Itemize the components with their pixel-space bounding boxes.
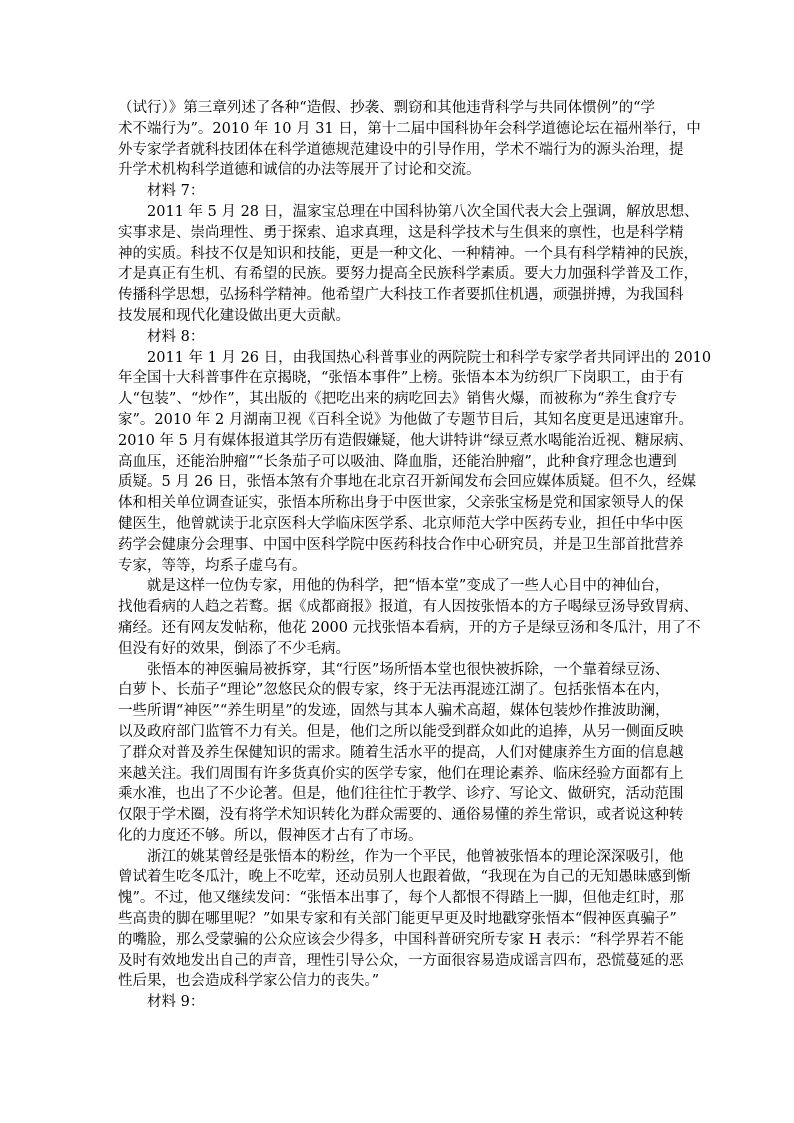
text-line: 及时有效地发出自己的声音，理性引导公众，一方面很容易造成谣言四布，恐慌蔓延的恶	[118, 952, 684, 969]
text-line: 就是这样一位伪专家，用他的伪科学，把“悟本堂”变成了一些人心目中的神仙台，	[147, 578, 670, 595]
text-line: 药学会健康分会理事、中国中医科学院中医药科技合作中心研究员，并是卫生部首批营养	[118, 536, 684, 553]
text-line: 传播科学思想，弘扬科学精神。他希望广大科技工作者要抓住机遇，顽强拼搏，为我国科	[118, 287, 684, 304]
text-line: 的嘴脸，那么受蒙骗的公众应该会少得多，中国科普研究所专家 H 表示：“科学界若不能	[118, 931, 684, 948]
text-line: 技发展和现代化建设做出更大贡献。	[118, 307, 350, 324]
text-line: 来越关注。我们周围有许多货真价实的医学专家，他们在理论素养、临床经验方面都有上	[118, 765, 684, 782]
text-line: 愧”。不过，他又继续发问：“张悟本出事了，每个人都恨不得踏上一脚，但他走红时，那	[118, 890, 684, 907]
text-line: 材料 8：	[147, 328, 205, 345]
text-line: 2011 年 1 月 26 日，由我国热心科普事业的两院院士和科学专家学者共同评出的 2010	[147, 349, 712, 366]
text-line: 材料 7：	[147, 183, 205, 200]
text-line: 找他看病的人趋之若鹜。据《成都商报》报道，有人因按张悟本的方子喝绿豆汤导致胃病、	[118, 599, 698, 616]
text-line: 外专家学者就科技团体在科学道德规范建设中的引导作用，学术不端行为的源头治理，提	[118, 141, 684, 158]
text-line: 家”。2010 年 2 月湖南卫视《百科全说》为他做了专题节目后，其知名度更是迅速窜升。	[118, 411, 693, 428]
text-line: 神的实质。科技不仅是知识和技能，更是一种文化、一种精神。一个具有科学精神的民族，	[118, 245, 698, 262]
text-line: 质疑。5 月 26 日，张悟本煞有介事地在北京召开新闻发布会回应媒体质疑。但不久，经媒	[118, 474, 696, 491]
text-line: 2010 年 5 月有媒体报道其学历有造假嫌疑，他大讲特讲“绿豆煮水喝能治近视、糖尿病、	[118, 432, 693, 449]
text-line: （试行）》第三章列述了各种“造假、抄袭、剽窃和其他违背科学与共同体惯例”的“学	[118, 100, 655, 116]
text-line: 以及政府部门监管不力有关。但是，他们之所以能受到群众如此的追捧，从另一侧面反映	[118, 723, 684, 740]
document-page	[118, 98, 712, 1013]
text-line: 些高贵的脚在哪里呢？”如果专家和有关部门能更早更及时地戳穿张悟本“假神医真骗子”	[118, 911, 677, 928]
text-line: 年全国十大科普事件在京揭晓，“张悟本事件”上榜。张悟本本为纺织厂下岗职工，由于有	[118, 370, 684, 387]
text-line: 材料 9：	[147, 994, 205, 1011]
text-line: 白萝卜、长茄子“理论”忽悠民众的假专家，终于无法再混迹江湖了。包括张悟本在内，	[118, 682, 670, 699]
text-line: 乘水准，也出了不少论著。但是，他们往往忙于教学、诊疗、写论文、做研究，活动范围	[118, 786, 684, 803]
text-line: 张悟本的神医骗局被拆穿，其“行医”场所悟本堂也很快被拆除，一个靠着绿豆汤、	[147, 661, 670, 678]
text-line: 一些所谓“神医”“养生明星”的发迹，固然与其本人骗术高超，媒体包装炒作推波助澜，	[118, 703, 670, 720]
text-line: 人“包装”、“炒作”，其出版的《把吃出来的病吃回去》销售火爆，而被称为“养生食疗专	[118, 391, 678, 408]
text-line: 术不端行为”。2010 年 10 月 31 日，第十二届中国科协年会科学道德论坛在福州举行，中	[118, 120, 701, 137]
text-line: 升学术机构科学道德和诚信的办法等展开了讨论和交流。	[118, 162, 481, 179]
text-line: 性后果，也会造成科学家公信力的丧失。”	[118, 973, 380, 990]
text-line: 才是真正有生机、有希望的民族。要努力提高全民族科学素质。要大力加强科学普及工作，	[118, 266, 698, 283]
text-line: 体和相关单位调查证实，张悟本所称出身于中医世家，父亲张宝杨是党和国家领导人的保	[118, 495, 684, 512]
text-line: 痛经。还有网友发帖称，他花 2000 元找张悟本看病，开的方子是绿豆汤和冬瓜汁，用了不	[118, 619, 701, 636]
text-line: 健医生，他曾就读于北京医科大学临床医学系、北京师范大学中医药专业，担任中华中医	[118, 515, 684, 532]
text-line: 了群众对普及养生保健知识的需求。随着生活水平的提高，人们对健康养生方面的信息越	[118, 744, 684, 761]
text-line: 化的力度还不够。所以，假神医才占有了市场。	[118, 827, 423, 844]
text-line: 仅限于学术圈，没有将学术知识转化为群众需要的、通俗易懂的养生常识，或者说这种转	[118, 807, 684, 824]
text-line: 2011 年 5 月 28 日，温家宝总理在中国科协第八次全国代表大会上强调，解放思想、	[147, 203, 699, 220]
text-line: 高血压，还能治肿瘤”“长条茄子可以吸油、降血脂，还能治肿瘤”，此种食疗理念也遭到	[118, 453, 677, 470]
text-line: 但没有好的效果，倒添了不少毛病。	[118, 640, 350, 657]
text-line: 实事求是、崇尚理性、勇于探索、追求真理，这是科学技术与生俱来的禀性，也是科学精	[118, 224, 684, 241]
text-line: 曾试着生吃冬瓜汁，晚上不吃荤，还动员别人也跟着做，“我现在为自己的无知愚昧感到惭	[118, 869, 691, 886]
text-line: 专家，等等，均系子虚乌有。	[118, 557, 307, 574]
text-line: 浙江的姚某曾经是张悟本的粉丝，作为一个平民，他曾被张悟本的理论深深吸引，他	[147, 848, 684, 865]
